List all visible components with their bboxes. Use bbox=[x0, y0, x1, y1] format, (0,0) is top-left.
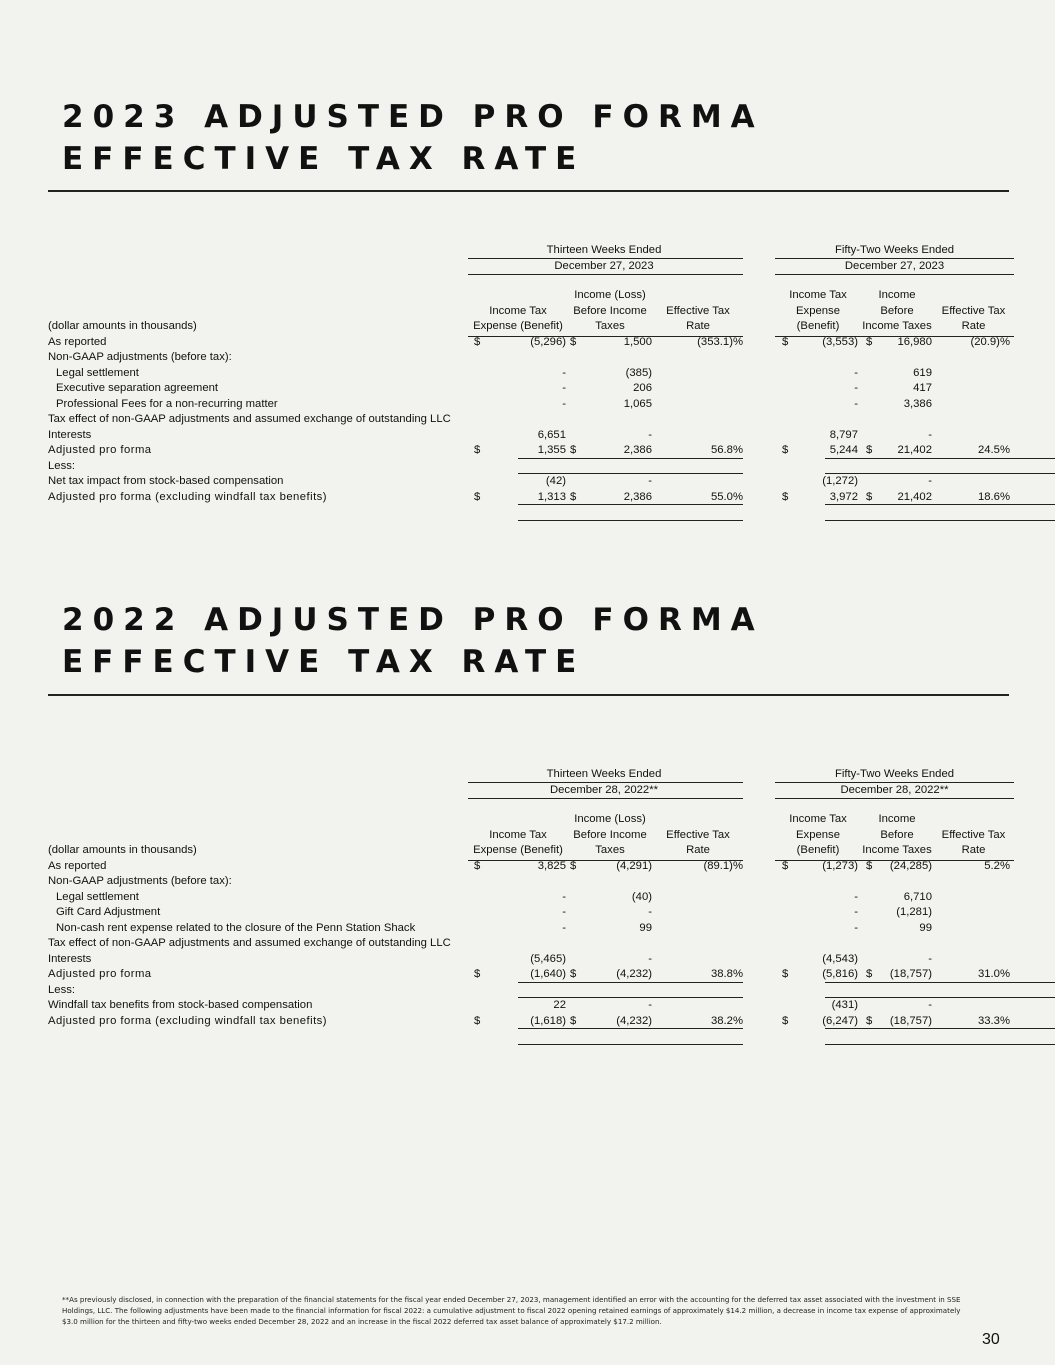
table-cell: - bbox=[562, 382, 566, 394]
column-header-tax-expense-52: Expense bbox=[796, 828, 840, 841]
period-date-13-weeks: December 28, 2022** bbox=[549, 783, 658, 796]
column-header-income-before-52: Before bbox=[880, 304, 914, 317]
column-header-rate-13: Effective Tax bbox=[666, 304, 730, 317]
table-cell: - bbox=[854, 890, 858, 903]
tax-rate-table-2023 bbox=[48, 243, 1014, 505]
table-cell: (24,285) bbox=[889, 859, 932, 872]
table-cell: - bbox=[562, 890, 566, 903]
currency-symbol: $ bbox=[782, 968, 789, 980]
table-cell: 6,651 bbox=[537, 428, 566, 441]
currency-symbol: $ bbox=[782, 859, 789, 872]
table-row bbox=[48, 967, 1014, 983]
table-cell: - bbox=[854, 921, 858, 934]
row-label: As reported bbox=[48, 859, 107, 872]
column-header-income-before-52: Income Taxes bbox=[862, 844, 932, 856]
column-header-tax-expense-52: (Benefit) bbox=[796, 844, 840, 856]
footnote: **As previously disclosed, in connection with the preparation of the financial statements for the fiscal year ended December 27, 2023, management identified an error with the accounting for the deferred tax asset associated with the investment in SSE Holdings, LLC. The following adjustments have been made to the financial information for fiscal 2022: a cumulative adjustment to fiscal 2022 opening retained earnings of approximately $14.2 million, a decrease in income tax expense of approximately $3.0 million for the thirteen and fifty-two weeks ended December 28, 2022 and an increase in the fiscal 2022 deferred tax asset balance of approximately $17.2 million. bbox=[62, 1295, 961, 1326]
row-label: Non-cash rent expense related to the closure of the Penn Station Shack bbox=[56, 921, 416, 934]
currency-symbol: $ bbox=[866, 490, 873, 503]
table-cell: 5,244 bbox=[829, 444, 858, 456]
row-label: Non-GAAP adjustments (before tax): bbox=[48, 351, 232, 363]
table-cell: 99 bbox=[639, 921, 652, 934]
table-cell: (5,816) bbox=[822, 968, 858, 980]
currency-symbol: $ bbox=[570, 968, 577, 980]
column-header-income-before-13: Income (Loss) bbox=[574, 289, 646, 301]
table-cell: 6,710 bbox=[903, 890, 932, 903]
column-header-income-before-52: Income bbox=[878, 813, 916, 825]
row-label: Tax effect of non-GAAP adjustments and assumed exchange of outstanding LLC bbox=[48, 413, 451, 425]
table-cell: 38.8% bbox=[710, 968, 743, 980]
currency-symbol: $ bbox=[570, 444, 577, 456]
currency-symbol: $ bbox=[474, 859, 481, 872]
table-row bbox=[48, 397, 1014, 413]
table-cell: 1,065 bbox=[623, 397, 652, 410]
column-header-rate-52: Effective Tax bbox=[941, 304, 1006, 317]
currency-symbol: $ bbox=[866, 335, 873, 348]
currency-symbol: $ bbox=[782, 444, 789, 456]
table-cell: (5,465) bbox=[530, 952, 566, 965]
table-cell: 56.8% bbox=[710, 444, 743, 456]
table-row bbox=[48, 428, 1014, 444]
table-cell: (385) bbox=[625, 366, 652, 379]
table-cell: (1,618) bbox=[530, 1014, 566, 1027]
table-cell: 18.6% bbox=[977, 490, 1010, 503]
table-cell: - bbox=[854, 906, 858, 918]
table-cell: 21,402 bbox=[897, 444, 932, 456]
table-cell: 417 bbox=[913, 382, 932, 394]
row-label: Non-GAAP adjustments (before tax): bbox=[48, 875, 232, 887]
table-cell: - bbox=[648, 475, 652, 487]
row-label: Interests bbox=[48, 952, 92, 965]
table-cell: (3,553) bbox=[822, 335, 858, 348]
column-header-rate-13: Rate bbox=[686, 320, 710, 332]
column-header-tax-expense-13: Expense (Benefit) bbox=[473, 320, 563, 332]
column-header-tax-expense-52: Income Tax bbox=[789, 289, 847, 301]
column-header-rate-52: Rate bbox=[961, 320, 986, 332]
table-cell: 5.2% bbox=[984, 859, 1010, 872]
table-cell: - bbox=[562, 921, 566, 934]
table-row bbox=[48, 443, 1014, 459]
table-cell: 619 bbox=[913, 366, 932, 379]
table-cell: (40) bbox=[631, 890, 652, 903]
row-label: Adjusted pro forma (excluding windfall tax benefits) bbox=[48, 490, 327, 503]
table-cell: 3,386 bbox=[903, 397, 932, 410]
table-cell: - bbox=[928, 475, 932, 487]
table-cell: 1,355 bbox=[537, 444, 566, 456]
period-header-52-weeks: Fifty-Two Weeks Ended bbox=[834, 244, 955, 256]
table-cell: - bbox=[854, 366, 858, 379]
currency-symbol: $ bbox=[474, 968, 481, 980]
period-header-13-weeks: Thirteen Weeks Ended bbox=[546, 244, 662, 256]
column-header-tax-expense-52: (Benefit) bbox=[796, 320, 840, 332]
table-row bbox=[48, 905, 1014, 921]
currency-symbol: $ bbox=[866, 859, 873, 872]
table-row bbox=[48, 350, 1014, 366]
table-cell: (18,757) bbox=[889, 968, 932, 980]
period-date-52-weeks: December 27, 2023 bbox=[844, 259, 945, 272]
column-header-rate-52: Effective Tax bbox=[941, 828, 1006, 841]
table-row bbox=[48, 998, 1014, 1014]
row-label: Executive separation agreement bbox=[56, 382, 219, 394]
currency-symbol: $ bbox=[474, 335, 481, 348]
column-header-rate-52: Rate bbox=[961, 844, 986, 856]
page-number: 30 bbox=[982, 1331, 1000, 1348]
table-cell: (4,291) bbox=[616, 859, 652, 872]
table-row bbox=[48, 474, 1014, 490]
table-cell: 3,972 bbox=[829, 490, 858, 503]
row-label: Net tax impact from stock-based compensation bbox=[48, 475, 284, 487]
currency-symbol: $ bbox=[782, 1014, 789, 1027]
row-label: Less: bbox=[48, 983, 76, 996]
table-cell: 16,980 bbox=[897, 335, 932, 348]
row-label: Interests bbox=[48, 428, 92, 441]
table-cell: - bbox=[648, 952, 652, 965]
table-cell: (4,232) bbox=[616, 968, 652, 980]
period-header-13-weeks: Thirteen Weeks Ended bbox=[546, 768, 662, 780]
table-cell: 3,825 bbox=[537, 859, 566, 872]
column-header-tax-expense-13: Expense (Benefit) bbox=[473, 844, 563, 856]
row-label: Legal settlement bbox=[56, 890, 139, 903]
row-label: Less: bbox=[48, 459, 76, 472]
table-cell: 2,386 bbox=[623, 490, 652, 503]
currency-symbol: $ bbox=[782, 335, 789, 348]
period-date-52-weeks: December 28, 2022** bbox=[840, 783, 949, 796]
table-cell: 99 bbox=[919, 921, 932, 934]
period-date-13-weeks: December 27, 2023 bbox=[554, 259, 654, 272]
table-cell: (1,272) bbox=[822, 475, 858, 487]
table-cell: 55.0% bbox=[710, 490, 743, 503]
table-cell: (6,247) bbox=[822, 1014, 858, 1027]
table-cell: 31.0% bbox=[977, 968, 1010, 980]
table-cell: (1,640) bbox=[530, 968, 566, 980]
table-row bbox=[48, 874, 1014, 890]
table-cell: 206 bbox=[633, 382, 652, 394]
table-row bbox=[48, 859, 1014, 875]
column-header-income-before-52: Before bbox=[880, 828, 914, 841]
table-cell: 24.5% bbox=[977, 444, 1010, 456]
table-cell: (89.1)% bbox=[703, 859, 743, 872]
column-header-tax-expense-13: Income Tax bbox=[489, 304, 547, 317]
table-cell: - bbox=[562, 906, 566, 918]
table-cell: (353.1)% bbox=[697, 335, 743, 348]
column-header-income-before-13: Before Income bbox=[573, 304, 647, 317]
row-label: Legal settlement bbox=[56, 366, 139, 379]
row-label: Adjusted pro forma bbox=[48, 444, 152, 456]
table-cell: 2,386 bbox=[623, 444, 652, 456]
table-row bbox=[48, 936, 1014, 952]
row-label: As reported bbox=[48, 335, 107, 348]
table-cell: (1,281) bbox=[896, 906, 932, 918]
table-cell: (20.9)% bbox=[970, 335, 1010, 348]
currency-symbol: $ bbox=[474, 444, 481, 456]
table-row bbox=[48, 335, 1014, 351]
table-cell: (4,543) bbox=[822, 952, 858, 965]
section-divider bbox=[48, 694, 1009, 696]
section-title-2023: 2023 ADJUSTED PRO FORMA EFFECTIVE TAX RATE bbox=[62, 99, 764, 177]
table-cell: - bbox=[854, 382, 858, 394]
table-cell: 1,500 bbox=[623, 335, 652, 348]
table-row bbox=[48, 412, 1014, 428]
column-header-tax-expense-52: Income Tax bbox=[789, 813, 847, 825]
section-title-2022: 2022 ADJUSTED PRO FORMA EFFECTIVE TAX RATE bbox=[62, 602, 764, 680]
table-cell: - bbox=[648, 906, 652, 918]
currency-symbol: $ bbox=[866, 444, 873, 456]
table-row bbox=[48, 459, 1014, 475]
table-cell: 33.3% bbox=[977, 1014, 1010, 1027]
row-label: Windfall tax benefits from stock-based compensation bbox=[48, 999, 313, 1011]
row-label: Professional Fees for a non-recurring matter bbox=[56, 397, 278, 410]
column-header-income-before-13: Taxes bbox=[595, 844, 625, 856]
table-cell: 8,797 bbox=[829, 428, 858, 441]
currency-symbol: $ bbox=[474, 490, 481, 503]
period-header-52-weeks: Fifty-Two Weeks Ended bbox=[834, 768, 955, 780]
currency-symbol: $ bbox=[866, 1014, 873, 1027]
units-label: (dollar amounts in thousands) bbox=[48, 844, 197, 856]
table-cell: (4,232) bbox=[616, 1014, 652, 1027]
column-header-income-before-52: Income Taxes bbox=[862, 320, 932, 332]
units-label: (dollar amounts in thousands) bbox=[48, 320, 197, 332]
table-cell: (42) bbox=[545, 475, 566, 487]
currency-symbol: $ bbox=[782, 490, 789, 503]
table-row bbox=[48, 366, 1014, 382]
row-label: Gift Card Adjustment bbox=[56, 906, 161, 918]
table-cell: (5,296) bbox=[530, 335, 566, 348]
column-header-tax-expense-13: Income Tax bbox=[489, 828, 547, 841]
currency-symbol: $ bbox=[866, 968, 873, 980]
row-label: Tax effect of non-GAAP adjustments and assumed exchange of outstanding LLC bbox=[48, 937, 451, 949]
table-cell: (431) bbox=[831, 999, 858, 1011]
currency-symbol: $ bbox=[570, 335, 577, 348]
table-cell: - bbox=[562, 397, 566, 410]
table-row bbox=[48, 983, 1014, 999]
table-cell: - bbox=[648, 428, 652, 441]
column-header-income-before-13: Income (Loss) bbox=[574, 813, 646, 825]
table-cell: (18,757) bbox=[889, 1014, 932, 1027]
table-row bbox=[48, 952, 1014, 968]
table-cell: 21,402 bbox=[897, 490, 932, 503]
column-header-rate-13: Rate bbox=[686, 844, 710, 856]
table-row bbox=[48, 490, 1014, 506]
column-header-income-before-52: Income bbox=[878, 289, 916, 301]
table-cell: 38.2% bbox=[710, 1014, 743, 1027]
table-cell: - bbox=[928, 999, 932, 1011]
tax-rate-table-2022 bbox=[48, 767, 1014, 1029]
table-cell: (1,273) bbox=[822, 859, 858, 872]
currency-symbol: $ bbox=[570, 1014, 577, 1027]
table-cell: 1,313 bbox=[537, 490, 566, 503]
column-header-tax-expense-52: Expense bbox=[796, 304, 840, 317]
table-row bbox=[48, 890, 1014, 906]
row-label: Adjusted pro forma bbox=[48, 968, 152, 980]
table-row bbox=[48, 921, 1014, 937]
row-label: Adjusted pro forma (excluding windfall tax benefits) bbox=[48, 1014, 327, 1027]
column-header-rate-13: Effective Tax bbox=[666, 828, 730, 841]
column-header-income-before-13: Taxes bbox=[595, 320, 625, 332]
table-cell: 22 bbox=[553, 999, 566, 1011]
table-cell: - bbox=[648, 999, 652, 1011]
section-divider bbox=[48, 190, 1009, 192]
currency-symbol: $ bbox=[570, 859, 577, 872]
table-cell: - bbox=[854, 397, 858, 410]
table-row bbox=[48, 1014, 1014, 1030]
table-cell: - bbox=[928, 952, 932, 965]
column-header-income-before-13: Before Income bbox=[573, 828, 647, 841]
table-row bbox=[48, 381, 1014, 397]
currency-symbol: $ bbox=[474, 1014, 481, 1027]
currency-symbol: $ bbox=[570, 490, 577, 503]
table-cell: - bbox=[562, 366, 566, 379]
table-cell: - bbox=[928, 428, 932, 441]
